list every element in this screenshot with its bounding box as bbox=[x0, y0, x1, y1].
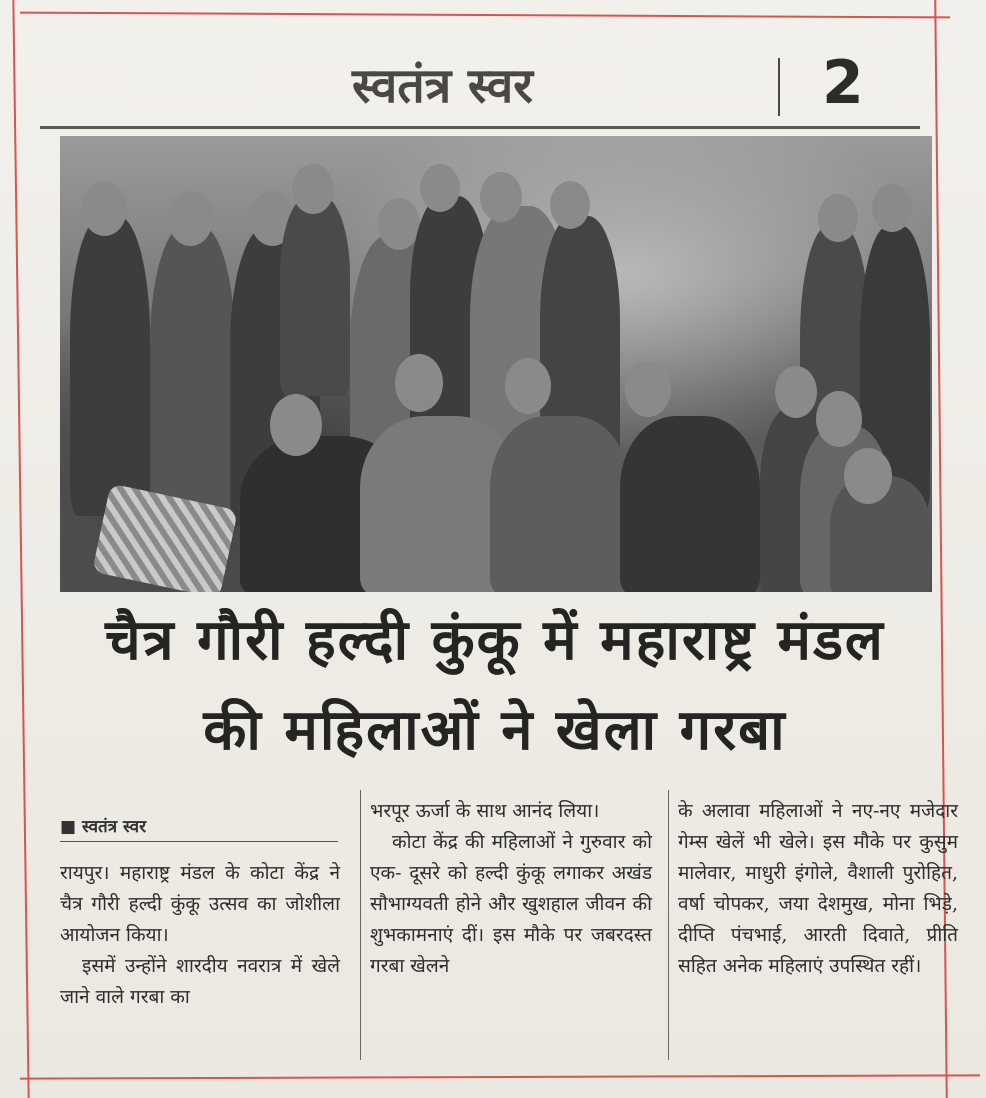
group-photo bbox=[60, 136, 932, 592]
byline-rule bbox=[60, 841, 338, 842]
masthead-rule bbox=[40, 126, 920, 129]
masthead-title: स्वतंत्र स्वर bbox=[352, 58, 533, 114]
paragraph: भरपूर ऊर्जा के साथ आनंद लिया। bbox=[370, 800, 600, 822]
page-number: 2 bbox=[822, 48, 864, 118]
masthead-separator bbox=[778, 58, 780, 116]
headline-line-2: की महिलाओं ने खेला गरबा bbox=[203, 698, 787, 763]
paragraph: रायपुर। महाराष्ट्र मंडल के कोटा केंद्र ने चैत्र गौरी हल्दी कुंकू उत्सव का जोशीला आयोजन किया। bbox=[60, 862, 340, 946]
column-rule-2 bbox=[668, 790, 669, 1060]
article-column-2 bbox=[370, 796, 652, 982]
red-border-top bbox=[20, 12, 950, 19]
paragraph: कोटा केंद्र की महिलाओं ने गुरुवार को एक- दूसरे को हल्दी कुंकू लगाकर अखंड सौभाग्यवती होने और खुशहाल जीवन की शुभकामनाएं दीं। इस मौके पर जबरदस्त गरबा खेलने bbox=[370, 831, 652, 977]
red-border-left bbox=[12, 0, 29, 1098]
headline-line-1: चैत्र गौरी हल्दी कुंकू में महाराष्ट्र मंडल bbox=[105, 608, 885, 673]
paragraph: इसमें उन्होंने शारदीय नवरात्र में खेले जाने वाले गरबा का bbox=[60, 955, 340, 1008]
article-column-3 bbox=[678, 796, 958, 982]
article-column-1 bbox=[60, 858, 340, 1013]
red-border-bottom bbox=[20, 1074, 980, 1079]
byline: ■ स्वतंत्र स्वर bbox=[60, 817, 147, 837]
column-rule-1 bbox=[360, 790, 361, 1060]
paragraph: के अलावा महिलाओं ने नए-नए मजेदार गेम्स खेलें भी खेले। इस मौके पर कुसुम मालेवार, माधुरी इंगोले, वैशाली पुरोहित, वर्षा चोपकर, जया देशमुख, मोना भिड़े, दीप्ति पंचभाई, आरती दिवाते, प्रीति सहित अनेक महिलाएं उपस्थित रहीं। bbox=[678, 800, 958, 977]
